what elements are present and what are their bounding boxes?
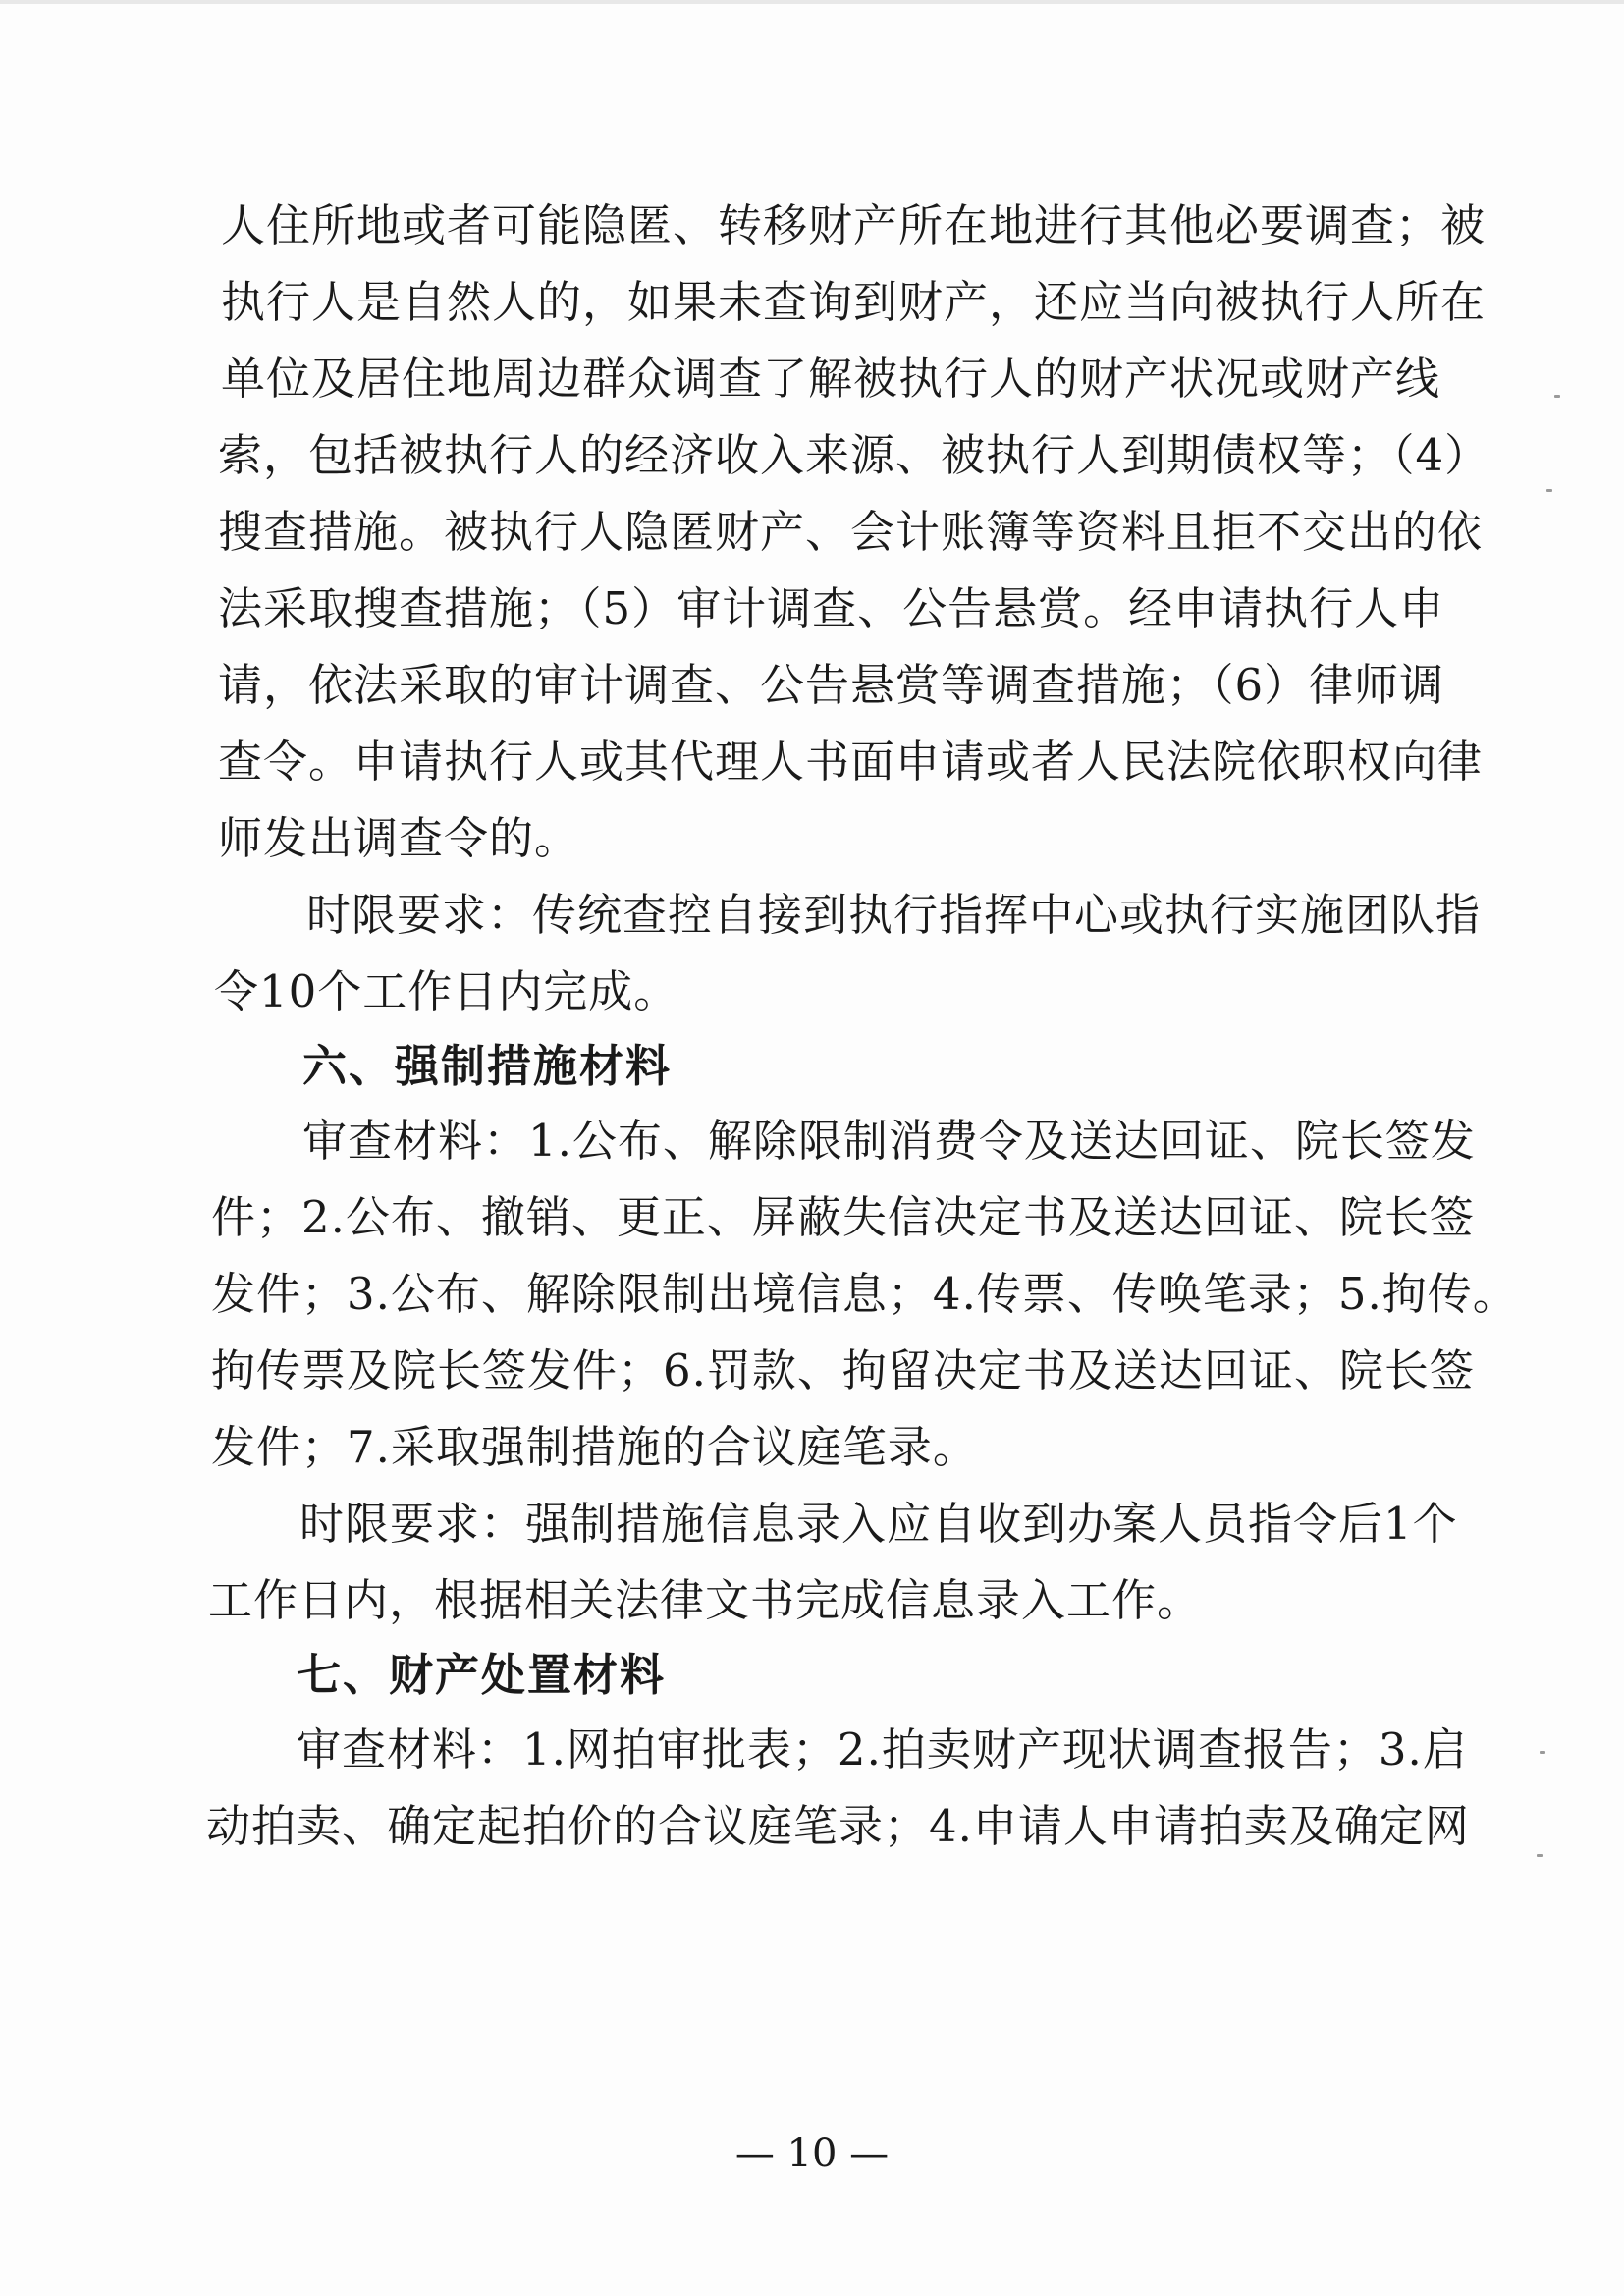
body-line: 动拍卖、确定起拍价的合议庭笔录；4.申请人申请拍卖及确定网 xyxy=(206,1800,1470,1852)
body-line: 查令。申请执行人或其代理人书面申请或者人民法院依职权向律 xyxy=(218,736,1484,788)
body-line: 令10个工作日内完成。 xyxy=(214,965,679,1017)
time-limit-paragraph: 时限要求：传统查控自接到执行指挥中心或执行实施团队指 xyxy=(306,889,1482,941)
body-line: 发件；7.采取强制措施的合议庭笔录。 xyxy=(211,1421,978,1473)
scan-speck xyxy=(1537,1854,1543,1857)
body-line: 单位及居住地周边群众调查了解被执行人的财产状况或财产线 xyxy=(221,353,1441,405)
body-line: 请，依法采取的审计调查、公告悬赏等调查措施；（6）律师调 xyxy=(218,659,1445,711)
body-line: 拘传票及院长签发件；6.罚款、拘留决定书及送达回证、院长签 xyxy=(211,1344,1475,1396)
body-line: 索，包括被执行人的经济收入来源、被执行人到期债权等；（4） xyxy=(218,429,1490,481)
scan-speck xyxy=(1546,489,1552,492)
body-line: 执行人是自然人的，如果未查询到财产，还应当向被执行人所在 xyxy=(221,276,1487,328)
body-line: 人住所地或者可能隐匿、转移财产所在地进行其他必要调查；被 xyxy=(221,199,1487,251)
body-line: 发件；3.公布、解除限制出境信息；4.传票、传唤笔录；5.拘传。 xyxy=(211,1268,1518,1320)
time-limit-paragraph: 时限要求：强制措施信息录入应自收到办案人员指令后1个 xyxy=(299,1498,1458,1550)
scan-top-edge xyxy=(0,0,1624,4)
scan-speck xyxy=(1554,395,1560,398)
page-number: — 10 — xyxy=(734,2131,890,2176)
body-line: 搜查措施。被执行人隐匿财产、会计账簿等资料且拒不交出的依 xyxy=(218,506,1484,558)
scan-speck xyxy=(1540,1751,1545,1754)
body-line: 师发出调查令的。 xyxy=(218,812,580,864)
review-materials-paragraph: 审查材料：1.网拍审批表；2.拍卖财产现状调查报告；3.启 xyxy=(297,1723,1468,1776)
review-materials-paragraph: 审查材料：1.公布、解除限制消费令及送达回证、院长签发 xyxy=(302,1115,1476,1167)
section-heading-7: 七、财产处置材料 xyxy=(297,1649,667,1701)
section-heading-6: 六、强制措施材料 xyxy=(302,1040,673,1092)
body-line: 工作日内，根据相关法律文书完成信息录入工作。 xyxy=(208,1574,1203,1626)
body-line: 法采取搜查措施；（5）审计调查、公告悬赏。经申请执行人申 xyxy=(218,582,1445,634)
body-line: 件；2.公布、撤销、更正、屏蔽失信决定书及送达回证、院长签 xyxy=(211,1191,1475,1243)
